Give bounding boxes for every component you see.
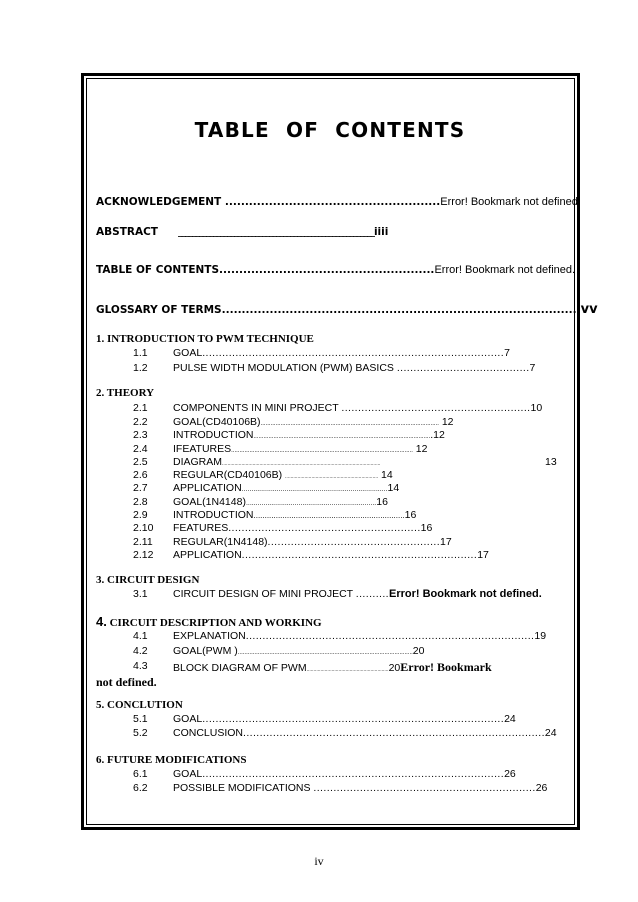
chapter-heading bbox=[96, 614, 322, 629]
toc-entry-page: 26 bbox=[504, 768, 516, 780]
toc-entry-leader: ........................................................... bbox=[306, 667, 389, 673]
toc-entry[interactable] bbox=[133, 660, 578, 673]
toc-entry-page: 10 bbox=[530, 402, 543, 414]
toc-entry[interactable] bbox=[133, 645, 553, 658]
toc-entry-page: 20 bbox=[388, 662, 401, 674]
toc-entry-page: 14 bbox=[387, 482, 400, 494]
toc-entry-label: DIAGRAM bbox=[173, 456, 223, 468]
toc-entry[interactable] bbox=[133, 630, 553, 643]
toc-entry-number: 2.6 bbox=[133, 469, 148, 481]
toc-entry[interactable] bbox=[133, 469, 553, 482]
toc-entry-label: CONCLUSION bbox=[173, 727, 244, 739]
toc-entry[interactable] bbox=[133, 347, 553, 360]
toc-entry-label: CIRCUIT DESIGN OF MINI PROJECT bbox=[173, 588, 356, 600]
toc-entry-number: 2.9 bbox=[133, 509, 148, 521]
toc-entry-page: Error! Bookmark not defined. bbox=[388, 588, 542, 600]
toc-entry-page: 26 bbox=[535, 782, 548, 794]
toc-entry-page: 17 bbox=[477, 549, 489, 561]
toc-entry-label: GLOSSARY OF TERMS bbox=[96, 304, 222, 316]
toc-entry-error: Error! Bookmark bbox=[400, 660, 492, 674]
toc-entry-label: REGULAR(1N4148) bbox=[173, 536, 268, 548]
toc-entry-leader: .................................................................................................................. bbox=[222, 461, 381, 467]
toc-entry-leader: ........................................................................................... bbox=[202, 768, 505, 780]
toc-entry-leader: ...................................................... bbox=[219, 264, 435, 276]
toc-entry-page: 12 bbox=[438, 416, 454, 428]
toc-entry-label: GOAL(PWM ) bbox=[173, 645, 238, 657]
toc-entry-page: Error! Bookmark not defined. bbox=[440, 196, 581, 208]
toc-entry-label: FEATURES bbox=[173, 522, 229, 534]
toc-entry-label: PULSE WIDTH MODULATION (PWM) BASICS bbox=[173, 362, 397, 374]
toc-entry-leader: ........................................................................................... bbox=[243, 727, 545, 739]
toc-entry-leader: .......... bbox=[355, 588, 389, 600]
toc-entry-leader: ................................................................... bbox=[285, 474, 379, 480]
toc-entry-page: 20 bbox=[412, 645, 425, 657]
toc-entry-leader: ........................................................................................... bbox=[202, 347, 505, 359]
toc-entry-label: ABSTRACT bbox=[96, 226, 158, 238]
toc-entry-page: 14 bbox=[378, 469, 393, 481]
toc-entry-label: APPLICATION bbox=[173, 482, 242, 494]
toc-entry-acknowledgement[interactable] bbox=[96, 196, 581, 208]
toc-entry-number: 2.3 bbox=[133, 429, 148, 441]
toc-entry[interactable] bbox=[133, 768, 553, 781]
toc-entry[interactable] bbox=[133, 588, 553, 601]
toc-entry-number: 1.1 bbox=[133, 347, 148, 359]
chapter-heading: 5. CONCLUTION bbox=[96, 699, 183, 711]
toc-entry-label: GOAL bbox=[173, 347, 203, 359]
toc-entry-number: 6.2 bbox=[133, 782, 148, 794]
toc-entry-leader: ................................................................... bbox=[313, 782, 536, 794]
toc-entry-leader: .......................................................................................... bbox=[221, 304, 581, 316]
toc-entry-label: POSSIBLE MODIFICATIONS bbox=[173, 782, 314, 794]
toc-entry-number: 1.2 bbox=[133, 362, 148, 374]
toc-entry-label: INTRODUCTION bbox=[173, 509, 254, 521]
toc-entry-number: 4.2 bbox=[133, 645, 148, 657]
chapter-heading: 6. FUTURE MODIFICATIONS bbox=[96, 754, 247, 766]
toc-entry-number: 4.3 bbox=[133, 660, 148, 672]
toc-entry-abstract[interactable] bbox=[96, 226, 566, 238]
toc-entry-label: INTRODUCTION bbox=[173, 429, 254, 441]
toc-entry-label: GOAL bbox=[173, 713, 203, 725]
toc-entry-number: 2.8 bbox=[133, 496, 148, 508]
toc-entry-number: 6.1 bbox=[133, 768, 148, 780]
toc-entry-page: 7 bbox=[529, 362, 536, 374]
toc-entry-leader: ........................................................................................... bbox=[202, 713, 505, 725]
toc-entry-label: GOAL(CD40106B) bbox=[173, 416, 261, 428]
toc-entry[interactable] bbox=[133, 443, 553, 456]
toc-title: TABLE OF CONTENTS bbox=[194, 118, 466, 142]
toc-entry-page: 24 bbox=[544, 727, 557, 739]
toc-entry-leader: .................................................... bbox=[267, 536, 441, 548]
toc-entry[interactable] bbox=[133, 496, 553, 509]
toc-entry-label: BLOCK DIAGRAM OF PWM bbox=[173, 662, 307, 674]
toc-entry-number: 2.1 bbox=[133, 402, 148, 414]
toc-entry-label: GOAL(1N4148) bbox=[173, 496, 246, 508]
toc-entry[interactable] bbox=[133, 536, 553, 549]
toc-entry-number: 2.7 bbox=[133, 482, 148, 494]
toc-entry[interactable] bbox=[133, 549, 553, 562]
toc-entry-table-of-contents[interactable] bbox=[96, 264, 576, 276]
toc-entry[interactable] bbox=[133, 782, 553, 795]
toc-entry-page: 12 bbox=[412, 443, 428, 455]
toc-entry-page: Error! Bookmark not defined. bbox=[434, 264, 576, 276]
toc-entry[interactable] bbox=[133, 402, 553, 415]
toc-entry-label: IFEATURES bbox=[173, 443, 232, 455]
toc-entry[interactable] bbox=[133, 456, 557, 469]
toc-entry-leader: .................................................................... bbox=[253, 511, 405, 520]
toc-entry-number: 2.2 bbox=[133, 416, 148, 428]
toc-entry-page: iiii bbox=[373, 226, 389, 238]
toc-entry-page: .12 bbox=[430, 429, 445, 441]
toc-entry-number: 3.1 bbox=[133, 588, 148, 600]
toc-entry[interactable] bbox=[133, 482, 553, 495]
toc-entry-label: TABLE OF CONTENTS bbox=[96, 264, 220, 276]
toc-entry-page: 16 bbox=[420, 522, 433, 534]
toc-entry-label: REGULAR(CD40106B) bbox=[173, 469, 286, 481]
toc-entry-number: 2.5 bbox=[133, 456, 148, 468]
toc-entry-page: 16 bbox=[404, 509, 417, 521]
toc-entry[interactable] bbox=[133, 416, 553, 429]
toc-entry-leader: .......................................................................................................... bbox=[253, 434, 431, 440]
toc-entry-number: 2.10 bbox=[133, 522, 154, 534]
toc-entry[interactable] bbox=[133, 727, 557, 740]
toc-entry-leader: ........................................ bbox=[396, 362, 530, 374]
toc-entry[interactable] bbox=[133, 362, 553, 375]
toc-entry-page: 17 bbox=[440, 536, 452, 548]
toc-entry[interactable] bbox=[133, 509, 553, 522]
toc-entry[interactable] bbox=[133, 522, 553, 535]
toc-entry-leader: ........................................................................................................... bbox=[260, 421, 439, 427]
toc-entry-leader: ........................................................................... bbox=[241, 486, 388, 493]
toc-entry-page: 24 bbox=[504, 713, 516, 725]
toc-entry-error-continuation: not defined. bbox=[96, 675, 157, 689]
toc-entry-label: EXPLANATION bbox=[173, 630, 246, 642]
toc-entry-leader: ......................................................................................................... bbox=[237, 650, 413, 656]
toc-entry-page: 16 bbox=[376, 496, 388, 508]
toc-entry-page: 7 bbox=[504, 347, 510, 359]
toc-entry-number: 5.2 bbox=[133, 727, 148, 739]
toc-entry-label: COMPONENTS IN MINI PROJECT bbox=[173, 402, 342, 414]
toc-entry-leader: ............................................................................................................. bbox=[231, 448, 413, 454]
toc-entry-number: 5.1 bbox=[133, 713, 148, 725]
toc-entry-leader: ................................................................... bbox=[245, 500, 377, 507]
toc-entry-number: 4.1 bbox=[133, 630, 148, 642]
toc-entry-label: ACKNOWLEDGEMENT bbox=[96, 196, 225, 208]
toc-entry-label: GOAL bbox=[173, 768, 203, 780]
toc-entry-leader: ....................................................................................... bbox=[245, 630, 535, 642]
chapter-title: CIRCUIT DESCRIPTION AND WORKING bbox=[106, 617, 322, 629]
toc-entry-number: 2.12 bbox=[133, 549, 154, 561]
toc-entry-number: 2.4 bbox=[133, 443, 148, 455]
chapter-heading: 1. INTRODUCTION TO PWM TECHNIQUE bbox=[96, 333, 314, 345]
toc-entry[interactable] bbox=[133, 429, 553, 442]
toc-entry-label: APPLICATION bbox=[173, 549, 242, 561]
toc-entry-glossary[interactable] bbox=[96, 302, 598, 317]
toc-entry-page: 13 bbox=[545, 456, 557, 468]
chapter-heading: 3. CIRCUIT DESIGN bbox=[96, 574, 200, 586]
chapter-number: 4. bbox=[96, 614, 107, 629]
page-number-footer: iv bbox=[314, 854, 324, 868]
toc-entry-leader: .......................................................... bbox=[228, 522, 421, 534]
toc-entry-page: vv bbox=[580, 302, 598, 317]
toc-entry[interactable] bbox=[133, 713, 553, 726]
toc-entry-leader: ________________________________________________________ bbox=[177, 228, 374, 238]
chapter-heading: 2. THEORY bbox=[96, 387, 155, 399]
toc-entry-leader: ......................................................... bbox=[341, 402, 531, 414]
toc-entry-leader: ....................................................................... bbox=[241, 549, 478, 561]
toc-entry-number: 2.11 bbox=[133, 536, 153, 548]
toc-entry-page: 19 bbox=[534, 630, 547, 642]
toc-entry-leader: ...................................................... bbox=[224, 196, 441, 208]
